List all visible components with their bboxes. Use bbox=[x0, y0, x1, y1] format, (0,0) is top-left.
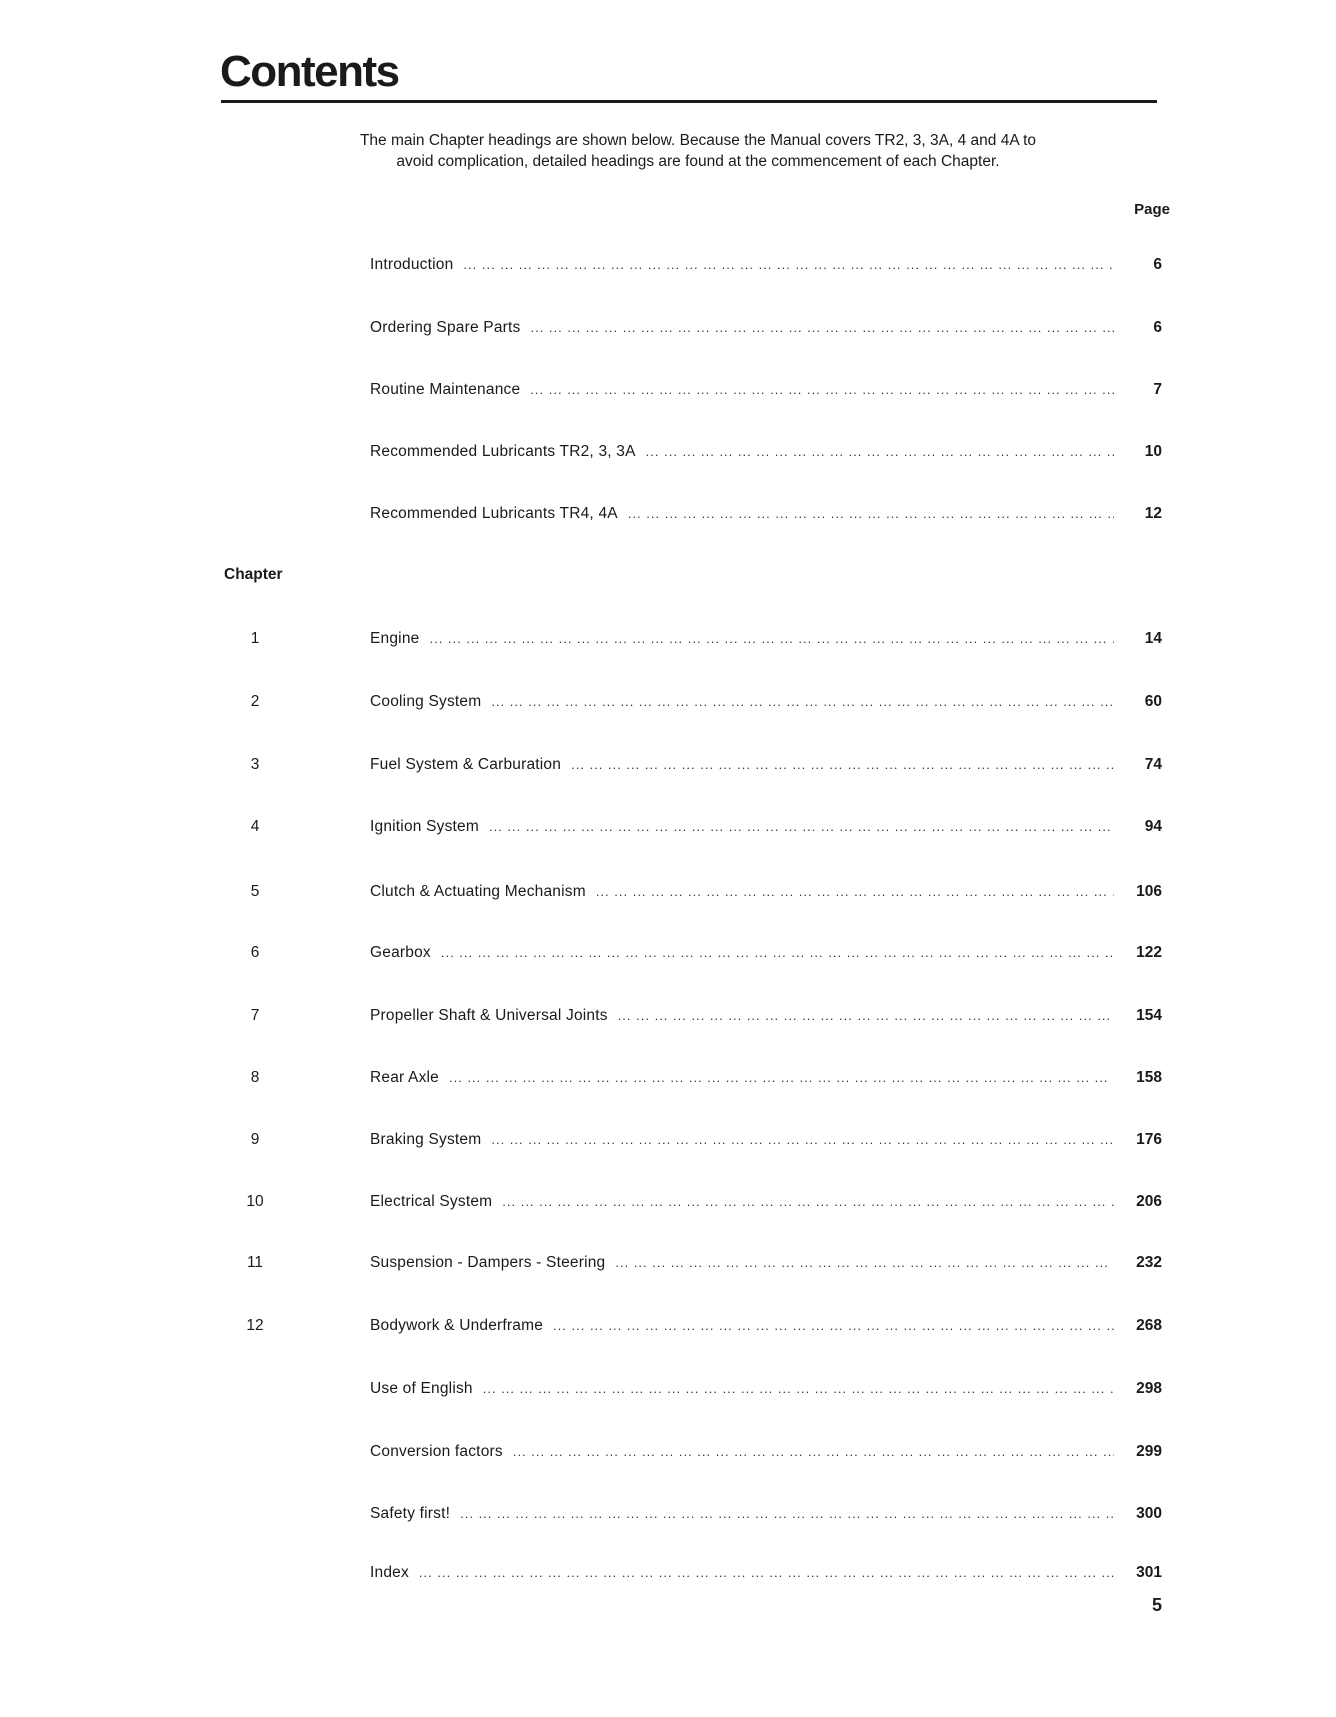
toc-entry-label: Ignition System bbox=[370, 818, 479, 835]
leader-dots bbox=[429, 627, 1114, 651]
toc-entry-label: Routine Maintenance bbox=[370, 381, 521, 398]
leader-dots bbox=[571, 753, 1114, 777]
chapter-number: 6 bbox=[250, 944, 260, 961]
leader-dots bbox=[596, 880, 1114, 904]
toc-entry-page: 206 bbox=[1136, 1193, 1162, 1210]
toc-entry-page: 10 bbox=[1144, 443, 1162, 460]
toc-chapter-8[interactable] bbox=[0, 1066, 1336, 1090]
toc-chapter-12[interactable] bbox=[0, 1314, 1336, 1338]
leader-dots bbox=[491, 690, 1114, 714]
toc-entry-label: Safety first! bbox=[370, 1505, 451, 1522]
toc-entry-label: Propeller Shaft & Universal Joints bbox=[370, 1007, 608, 1024]
leader-dots bbox=[449, 1066, 1114, 1090]
leader-dots bbox=[419, 1561, 1114, 1585]
chapter-number: 7 bbox=[250, 1007, 260, 1024]
toc-entry-page: 6 bbox=[1153, 256, 1162, 273]
chapter-number: 3 bbox=[250, 756, 260, 773]
leader-dots bbox=[483, 1377, 1114, 1401]
toc-entry-label: Cooling System bbox=[370, 693, 482, 710]
toc-entry-ordering-spare-parts[interactable] bbox=[0, 316, 1336, 340]
leader-dots bbox=[513, 1440, 1114, 1464]
toc-chapter-5[interactable] bbox=[0, 880, 1336, 904]
toc-chapter-6[interactable] bbox=[0, 941, 1336, 965]
toc-entry-page: 299 bbox=[1136, 1443, 1162, 1460]
toc-chapter-1[interactable] bbox=[0, 627, 1336, 651]
leader-dots bbox=[553, 1314, 1114, 1338]
toc-entry-page: 12 bbox=[1144, 505, 1162, 522]
toc-entry-routine-maintenance[interactable] bbox=[0, 378, 1336, 402]
toc-entry-introduction[interactable] bbox=[0, 253, 1336, 277]
toc-entry-label: Conversion factors bbox=[370, 1443, 503, 1460]
intro-line-2: avoid complication, detailed headings are found at the commencement of each Chapter. bbox=[396, 153, 1000, 170]
chapter-column-label: Chapter bbox=[224, 566, 283, 583]
leader-dots bbox=[530, 316, 1114, 340]
toc-entry-safety-first[interactable] bbox=[0, 1502, 1336, 1526]
toc-entry-lubricants-tr4[interactable] bbox=[0, 502, 1336, 526]
toc-entry-label: Recommended Lubricants TR4, 4A bbox=[370, 505, 618, 522]
toc-chapter-10[interactable] bbox=[0, 1190, 1336, 1214]
toc-entry-label: Engine bbox=[370, 630, 420, 647]
chapter-number: 10 bbox=[246, 1193, 264, 1210]
intro-paragraph bbox=[230, 130, 1166, 172]
toc-entry-page: 154 bbox=[1136, 1007, 1162, 1024]
toc-entry-conversion-factors[interactable] bbox=[0, 1440, 1336, 1464]
page-column-label: Page bbox=[1134, 201, 1170, 218]
toc-entry-use-of-english[interactable] bbox=[0, 1377, 1336, 1401]
toc-entry-page: 7 bbox=[1153, 381, 1162, 398]
toc-entry-page: 122 bbox=[1136, 944, 1162, 961]
toc-chapter-9[interactable] bbox=[0, 1128, 1336, 1152]
chapter-number: 11 bbox=[246, 1254, 264, 1271]
leader-dots bbox=[491, 1128, 1114, 1152]
leader-dots bbox=[489, 815, 1114, 839]
leader-dots bbox=[502, 1190, 1114, 1214]
toc-entry-page: 6 bbox=[1153, 319, 1162, 336]
chapter-number: 2 bbox=[250, 693, 260, 710]
leader-dots bbox=[463, 253, 1114, 277]
toc-entry-label: Use of English bbox=[370, 1380, 473, 1397]
toc-entry-page: 60 bbox=[1144, 693, 1162, 710]
leader-dots bbox=[628, 502, 1114, 526]
chapter-number: 5 bbox=[250, 883, 260, 900]
toc-entry-page: 106 bbox=[1136, 883, 1162, 900]
toc-entry-label: Gearbox bbox=[370, 944, 431, 961]
leader-dots bbox=[460, 1502, 1114, 1526]
toc-entry-label: Suspension - Dampers - Steering bbox=[370, 1254, 606, 1271]
toc-entry-page: 158 bbox=[1136, 1069, 1162, 1086]
toc-entry-page: 74 bbox=[1144, 756, 1162, 773]
chapter-number: 1 bbox=[250, 630, 260, 647]
toc-chapter-4[interactable] bbox=[0, 815, 1336, 839]
toc-entry-lubricants-tr2[interactable] bbox=[0, 440, 1336, 464]
toc-chapter-2[interactable] bbox=[0, 690, 1336, 714]
toc-entry-label: Clutch & Actuating Mechanism bbox=[370, 883, 586, 900]
page-title: Contents bbox=[220, 47, 399, 96]
toc-entry-label: Recommended Lubricants TR2, 3, 3A bbox=[370, 443, 636, 460]
page-number: 5 bbox=[1151, 1595, 1162, 1615]
leader-dots bbox=[646, 440, 1114, 464]
toc-entry-index[interactable] bbox=[0, 1561, 1336, 1585]
chapter-number: 9 bbox=[250, 1131, 260, 1148]
toc-entry-page: 268 bbox=[1136, 1317, 1162, 1334]
leader-dots bbox=[441, 941, 1114, 965]
leader-dots bbox=[615, 1251, 1114, 1275]
toc-entry-page: 232 bbox=[1136, 1254, 1162, 1271]
intro-line-1: The main Chapter headings are shown below. Because the Manual covers TR2, 3, 3A, 4 and 4A to bbox=[359, 132, 1037, 149]
toc-entry-label: Electrical System bbox=[370, 1193, 493, 1210]
toc-entry-label: Braking System bbox=[370, 1131, 482, 1148]
toc-chapter-7[interactable] bbox=[0, 1004, 1336, 1028]
chapter-number: 12 bbox=[246, 1317, 264, 1334]
chapter-number: 8 bbox=[250, 1069, 260, 1086]
toc-chapter-11[interactable] bbox=[0, 1251, 1336, 1275]
toc-entry-label: Ordering Spare Parts bbox=[370, 319, 521, 336]
toc-entry-label: Fuel System & Carburation bbox=[370, 756, 562, 773]
toc-entry-page: 298 bbox=[1136, 1380, 1162, 1397]
toc-entry-page: 14 bbox=[1144, 630, 1162, 647]
title-rule bbox=[221, 100, 1157, 103]
toc-entry-page: 301 bbox=[1136, 1564, 1162, 1581]
leader-dots bbox=[530, 378, 1114, 402]
toc-entry-page: 94 bbox=[1144, 818, 1162, 835]
toc-entry-label: Bodywork & Underframe bbox=[370, 1317, 544, 1334]
toc-entry-page: 300 bbox=[1136, 1505, 1162, 1522]
toc-entry-label: Rear Axle bbox=[370, 1069, 439, 1086]
chapter-number: 4 bbox=[250, 818, 260, 835]
toc-entry-label: Index bbox=[370, 1564, 409, 1581]
toc-entry-label: Introduction bbox=[370, 256, 454, 273]
leader-dots bbox=[618, 1004, 1114, 1028]
toc-entry-page: 176 bbox=[1136, 1131, 1162, 1148]
toc-chapter-3[interactable] bbox=[0, 753, 1336, 777]
